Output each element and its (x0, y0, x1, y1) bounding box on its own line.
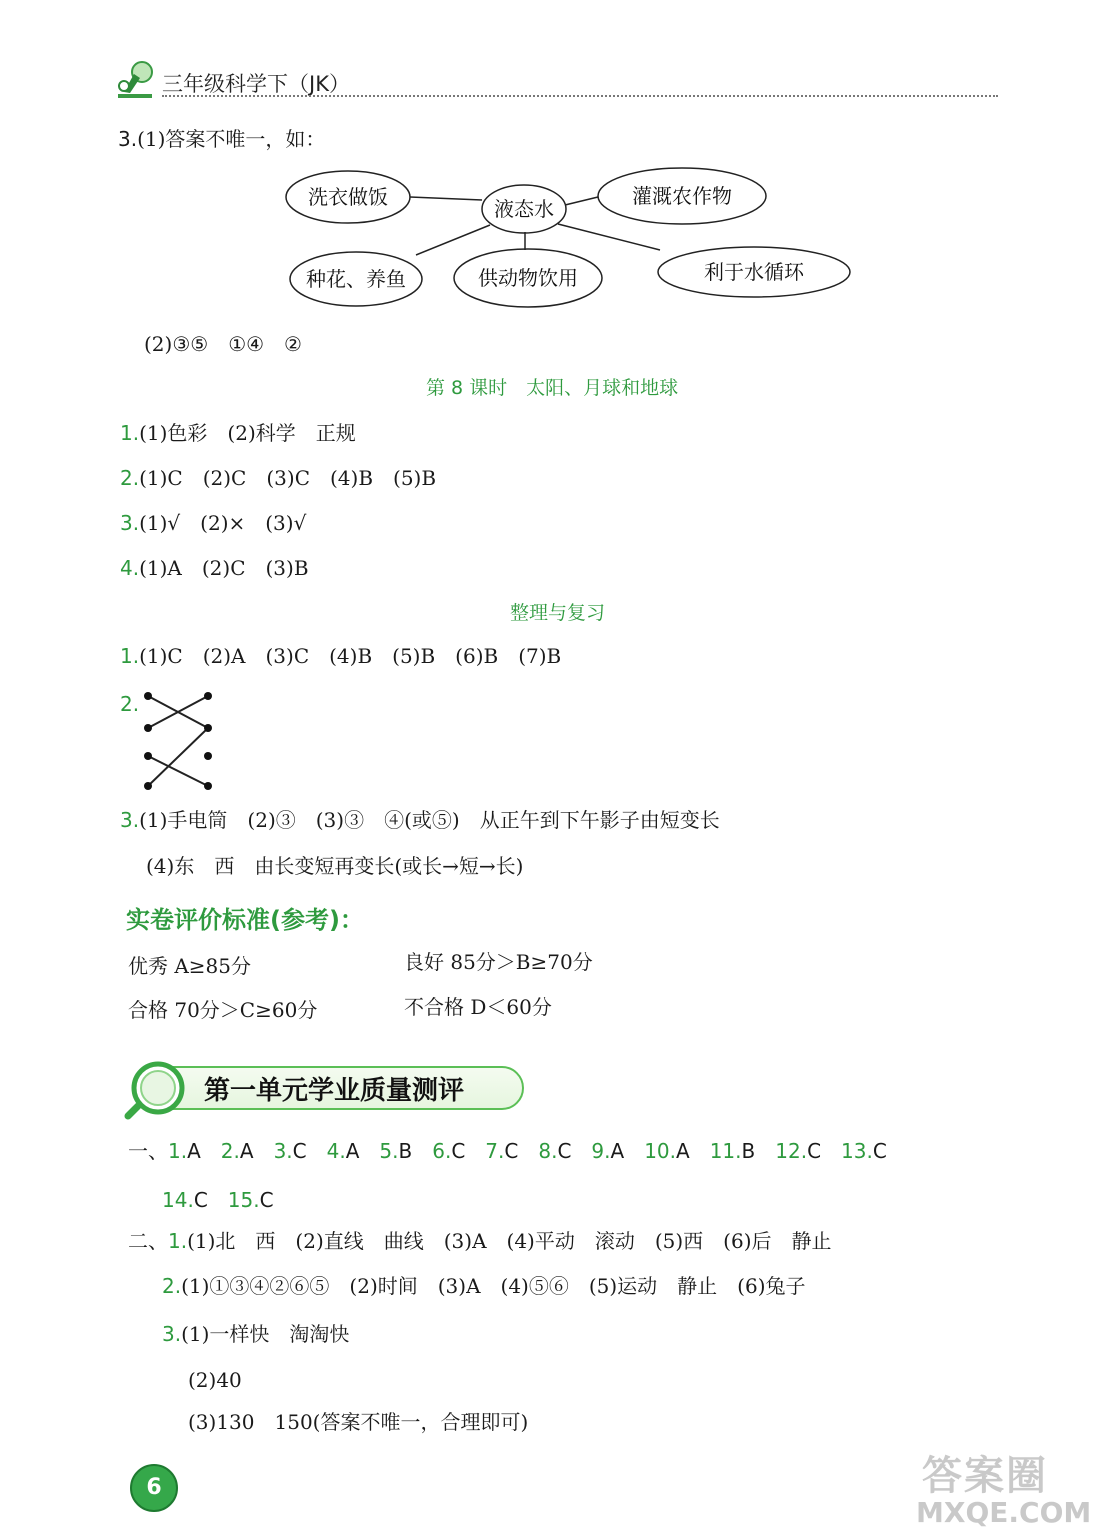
review-title: 整理与复习 (510, 602, 606, 624)
review-q3-line2: (4)东 西 由长变短再变长(或长→短→长) (146, 854, 524, 878)
connector-line (565, 197, 598, 205)
item-text: (1)①③④②⑥⑤ (2)时间 (3)A (4)⑤⑥ (5)运动 静止 (6)兔子 (181, 1274, 806, 1298)
answer-number: 5. (379, 1139, 399, 1163)
q3-part1 (118, 126, 325, 152)
review-q2 (120, 691, 139, 717)
unit1-part2-q2 (162, 1273, 806, 1299)
answer-number: 4. (326, 1139, 346, 1163)
item-text: (1)√ (2)× (3)√ (139, 511, 307, 535)
item-number: 2. (120, 466, 140, 490)
watermark-bottom: MXQE.COM (916, 1496, 1092, 1529)
q3-part2: (2)③⑤ ①④ ② (144, 332, 302, 356)
item-number: 3. (120, 511, 140, 535)
item-number: 2. (120, 692, 140, 716)
answer-value: A (187, 1139, 201, 1163)
answer-value: C (807, 1139, 822, 1163)
node-irrigation: 灌溉农作物 (632, 184, 732, 208)
answer-number: 12. (775, 1139, 808, 1163)
node-flowers-fish: 种花、养鱼 (306, 267, 406, 291)
answer-value: B (398, 1139, 413, 1163)
item-number: 4. (120, 556, 140, 580)
node-water-cycle: 利于水循环 (704, 260, 804, 284)
unit1-part2-q3-line2: (2)40 (188, 1368, 242, 1392)
answer-number: 15. (227, 1188, 260, 1212)
match-dot (144, 692, 152, 700)
lesson8-item-3 (120, 510, 306, 536)
answer-value: C (259, 1188, 274, 1212)
answer-number: 7. (485, 1139, 505, 1163)
review-q1 (120, 643, 561, 669)
item-text: (1)手电筒 (2)③ (3)③ ④(或⑤) 从正午到下午影子由短变长 (139, 808, 720, 832)
node-animal-drinking: 供动物饮用 (478, 266, 578, 290)
magnifier-icon (124, 1060, 194, 1120)
unit1-part1-row1 (128, 1138, 887, 1164)
unit1-part2-q3-line1 (162, 1321, 349, 1347)
answer-number: 9. (591, 1139, 611, 1163)
match-line (148, 756, 208, 786)
item-text: (1)C (2)A (3)C (4)B (5)B (6)B (7)B (139, 644, 562, 668)
answer-number: 14. (162, 1188, 194, 1212)
header-divider (162, 95, 998, 97)
answer-value: C (451, 1139, 466, 1163)
header-logo (112, 60, 158, 100)
grading-excellent: 优秀 A≥85分 (128, 954, 252, 978)
match-dot (204, 782, 212, 790)
unit1-part2-q3-line3: (3)130 150(答案不唯一，合理即可) (188, 1410, 529, 1434)
answer-value: C (193, 1188, 208, 1212)
match-dot (204, 692, 212, 700)
lesson8-item-4 (120, 555, 309, 581)
item-number: 1. (120, 421, 140, 445)
unit1-banner-title: 第一单元学业质量测评 (204, 1076, 465, 1106)
match-dot (144, 724, 152, 732)
answer-number: 10. (644, 1139, 677, 1163)
item-text: (1)色彩 (2)科学 正规 (139, 421, 356, 445)
answer-number: 2. (220, 1139, 240, 1163)
lesson8-title: 第 8 课时 太阳、月球和地球 (426, 377, 679, 399)
answer-value: C (872, 1139, 887, 1163)
answer-number: 3. (273, 1139, 293, 1163)
answer-value: C (292, 1139, 307, 1163)
grading-fail: 不合格 D＜60分 (404, 995, 552, 1019)
node-liquid-water: 液态水 (494, 197, 554, 221)
match-dot (144, 752, 152, 760)
item-text: (1)北 西 (2)直线 曲线 (3)A (4)平动 滚动 (5)西 (6)后 静止 (187, 1229, 832, 1253)
watermark-top: 答案圈 (922, 1453, 1048, 1499)
item-number: 1. (168, 1229, 188, 1253)
answer-value: B (741, 1139, 756, 1163)
answer-number: 1. (168, 1139, 188, 1163)
connector-line (416, 225, 490, 255)
item-text: (1)C (2)C (3)C (4)B (5)B (139, 466, 437, 490)
water-mind-map (280, 160, 860, 310)
microscope-icon (112, 60, 158, 100)
connector-line (558, 224, 660, 250)
answer-value: C (557, 1139, 572, 1163)
answer-number: 11. (709, 1139, 742, 1163)
node-laundry-cooking: 洗衣做饭 (308, 185, 388, 209)
answer-value: A (239, 1139, 254, 1163)
grading-good: 良好 85分＞B≥70分 (404, 950, 593, 974)
unit1-part2-q1 (128, 1228, 832, 1254)
review-q3-line1 (120, 807, 720, 833)
part2-label: 二、 (128, 1229, 168, 1253)
lesson8-item-2 (120, 465, 436, 491)
grading-pass: 合格 70分＞C≥60分 (128, 998, 318, 1022)
answer-number: 6. (432, 1139, 452, 1163)
match-dot (204, 752, 212, 760)
connector-line (410, 197, 482, 200)
item-number: 3. (120, 808, 140, 832)
answer-value: A (610, 1139, 625, 1163)
item-text: (1)一样快 淘淘快 (181, 1322, 350, 1346)
part1-label: 一、 (128, 1139, 168, 1163)
answer-number: 13. (841, 1139, 873, 1163)
item-text: (1)A (2)C (3)B (139, 556, 309, 580)
item-number: 1. (120, 644, 140, 668)
page-number-badge: 6 (130, 1464, 178, 1512)
match-line (148, 728, 208, 786)
item-number: 3. (162, 1322, 182, 1346)
answer-value: A (345, 1139, 360, 1163)
answer-value: C (504, 1139, 519, 1163)
grading-title: 实卷评价标准(参考)： (126, 906, 364, 934)
answer-number: 8. (538, 1139, 558, 1163)
answer-value: A (676, 1139, 690, 1163)
item-number: 2. (162, 1274, 182, 1298)
header-title: 三年级科学下（JK） (162, 72, 350, 96)
q3-part1-text: (1)答案不唯一，如： (137, 127, 326, 151)
q3-number: 3. (118, 127, 138, 151)
match-dot (144, 782, 152, 790)
lesson8-item-1 (120, 420, 356, 446)
matching-lines-diagram (140, 688, 216, 792)
match-dot (204, 724, 212, 732)
unit1-part1-row2 (162, 1187, 274, 1213)
